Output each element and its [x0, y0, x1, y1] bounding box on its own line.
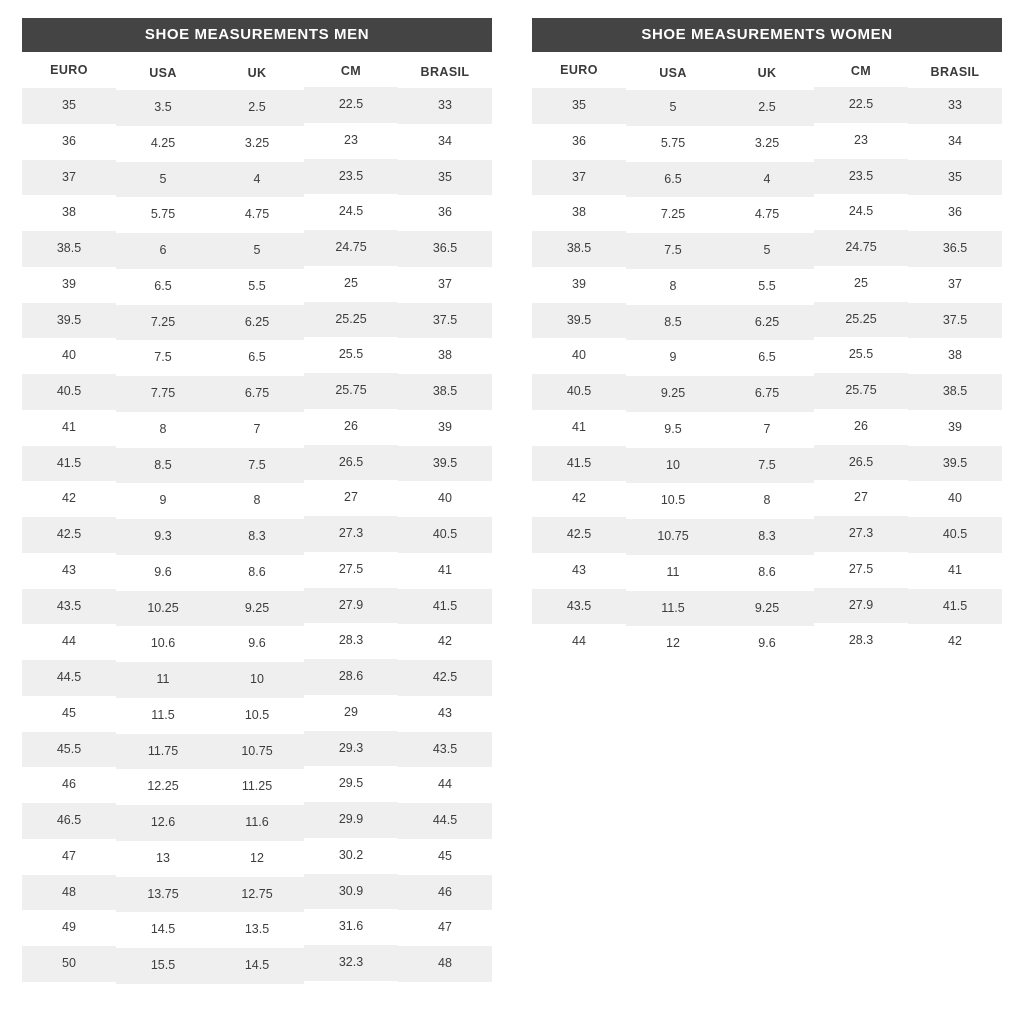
women-cell-cm: 27.5 [814, 552, 908, 588]
table-row [532, 374, 1002, 410]
women-cell-brasil: 40.5 [908, 517, 1002, 553]
men-cell-cm: 22.5 [304, 87, 398, 123]
men-cell-usa: 14.5 [116, 912, 210, 948]
men-header-row [22, 52, 492, 88]
table-row [22, 374, 492, 410]
men-cell-uk: 6.25 [210, 305, 304, 341]
men-cell-usa: 5 [116, 162, 210, 198]
women-cell-usa: 8 [626, 269, 720, 305]
men-cell-usa: 12.25 [116, 769, 210, 805]
men-cell-uk: 3.25 [210, 126, 304, 162]
women-cell-euro: 36 [532, 124, 626, 160]
men-cell-brasil: 45 [398, 839, 492, 875]
men-cell-brasil: 47 [398, 910, 492, 946]
men-cell-euro: 40.5 [22, 374, 116, 410]
table-row [22, 696, 492, 732]
women-cell-brasil: 39.5 [908, 446, 1002, 482]
women-cell-usa: 10 [626, 448, 720, 484]
men-cell-cm: 27.5 [304, 552, 398, 588]
women-cell-brasil: 36.5 [908, 231, 1002, 267]
women-cell-euro: 35 [532, 88, 626, 124]
women-cell-euro: 39.5 [532, 303, 626, 339]
women-table-body [532, 88, 1002, 660]
men-column-header-cm: CM [304, 53, 398, 89]
men-cell-uk: 8 [210, 483, 304, 519]
women-cell-euro: 42 [532, 481, 626, 517]
women-cell-cm: 26 [814, 409, 908, 445]
men-size-table-wrapper [22, 18, 492, 982]
men-cell-euro: 39.5 [22, 303, 116, 339]
men-cell-euro: 49 [22, 910, 116, 946]
men-column-header-euro: EURO [22, 52, 116, 88]
men-cell-uk: 5 [210, 233, 304, 269]
men-cell-uk: 6.5 [210, 340, 304, 376]
men-cell-brasil: 42 [398, 624, 492, 660]
women-cell-usa: 10.75 [626, 519, 720, 555]
men-cell-cm: 25.5 [304, 337, 398, 373]
men-cell-brasil: 35 [398, 160, 492, 196]
women-cell-uk: 4.75 [720, 197, 814, 233]
men-cell-brasil: 44.5 [398, 803, 492, 839]
men-cell-cm: 23 [304, 123, 398, 159]
men-cell-brasil: 40 [398, 481, 492, 517]
women-cell-cm: 27.3 [814, 516, 908, 552]
women-size-table [532, 52, 1002, 660]
men-cell-brasil: 44 [398, 767, 492, 803]
women-cell-cm: 22.5 [814, 87, 908, 123]
men-cell-usa: 10.25 [116, 591, 210, 627]
men-cell-uk: 8.3 [210, 519, 304, 555]
men-cell-brasil: 39 [398, 410, 492, 446]
table-row [22, 732, 492, 768]
table-row [22, 910, 492, 946]
men-cell-euro: 45 [22, 696, 116, 732]
women-cell-euro: 40.5 [532, 374, 626, 410]
men-cell-uk: 11.6 [210, 805, 304, 841]
men-cell-cm: 32.3 [304, 945, 398, 981]
men-cell-cm: 29 [304, 695, 398, 731]
women-cell-uk: 7.5 [720, 448, 814, 484]
women-cell-uk: 3.25 [720, 126, 814, 162]
men-cell-uk: 4 [210, 162, 304, 198]
table-row [22, 338, 492, 374]
men-cell-uk: 10 [210, 662, 304, 698]
men-cell-euro: 38 [22, 195, 116, 231]
women-cell-brasil: 35 [908, 160, 1002, 196]
women-cell-euro: 39 [532, 267, 626, 303]
women-cell-uk: 9.25 [720, 591, 814, 627]
women-cell-brasil: 38.5 [908, 374, 1002, 410]
men-cell-euro: 46.5 [22, 803, 116, 839]
men-cell-brasil: 39.5 [398, 446, 492, 482]
women-cell-uk: 9.6 [720, 626, 814, 662]
table-row [22, 195, 492, 231]
table-row [22, 767, 492, 803]
women-cell-euro: 41 [532, 410, 626, 446]
women-cell-euro: 43 [532, 553, 626, 589]
women-cell-uk: 5.5 [720, 269, 814, 305]
men-column-header-usa: USA [116, 55, 210, 91]
men-cell-usa: 5.75 [116, 197, 210, 233]
table-row [22, 124, 492, 160]
women-cell-cm: 26.5 [814, 445, 908, 481]
women-cell-usa: 9 [626, 340, 720, 376]
women-cell-uk: 6.75 [720, 376, 814, 412]
men-cell-euro: 35 [22, 88, 116, 124]
men-cell-cm: 24.5 [304, 194, 398, 230]
women-cell-uk: 6.5 [720, 340, 814, 376]
women-cell-usa: 8.5 [626, 305, 720, 341]
men-cell-euro: 46 [22, 767, 116, 803]
women-cell-uk: 7 [720, 412, 814, 448]
women-cell-uk: 6.25 [720, 305, 814, 341]
women-table-head [532, 52, 1002, 88]
men-cell-brasil: 38 [398, 338, 492, 374]
men-cell-euro: 38.5 [22, 231, 116, 267]
men-cell-uk: 10.75 [210, 734, 304, 770]
men-cell-brasil: 46 [398, 875, 492, 911]
men-cell-cm: 26.5 [304, 445, 398, 481]
women-cell-cm: 27 [814, 480, 908, 516]
men-cell-cm: 23.5 [304, 159, 398, 195]
women-column-header-euro: EURO [532, 52, 626, 88]
men-cell-euro: 42 [22, 481, 116, 517]
women-cell-euro: 38 [532, 195, 626, 231]
men-cell-cm: 27 [304, 480, 398, 516]
men-cell-uk: 7.5 [210, 448, 304, 484]
men-cell-usa: 11.5 [116, 698, 210, 734]
table-row [22, 446, 492, 482]
women-cell-uk: 2.5 [720, 90, 814, 126]
table-row [532, 481, 1002, 517]
women-cell-cm: 28.3 [814, 623, 908, 659]
table-row [22, 839, 492, 875]
women-cell-uk: 8.3 [720, 519, 814, 555]
women-cell-brasil: 37.5 [908, 303, 1002, 339]
men-cell-uk: 10.5 [210, 698, 304, 734]
men-cell-cm: 27.9 [304, 588, 398, 624]
men-cell-cm: 28.6 [304, 659, 398, 695]
men-cell-usa: 8 [116, 412, 210, 448]
women-cell-brasil: 40 [908, 481, 1002, 517]
women-cell-usa: 10.5 [626, 483, 720, 519]
women-size-table-wrapper [532, 18, 1002, 660]
women-column-header-brasil: BRASIL [908, 54, 1002, 90]
men-cell-cm: 27.3 [304, 516, 398, 552]
men-cell-cm: 29.3 [304, 731, 398, 767]
men-cell-usa: 10.6 [116, 626, 210, 662]
women-cell-brasil: 33 [908, 88, 1002, 124]
men-size-table [22, 52, 492, 982]
men-cell-usa: 7.25 [116, 305, 210, 341]
table-row [22, 803, 492, 839]
table-row [532, 517, 1002, 553]
men-cell-brasil: 33 [398, 88, 492, 124]
women-cell-uk: 5 [720, 233, 814, 269]
men-cell-cm: 31.6 [304, 909, 398, 945]
men-cell-usa: 4.25 [116, 126, 210, 162]
men-table-title: SHOE MEASUREMENTS MEN [22, 18, 492, 52]
men-cell-usa: 3.5 [116, 90, 210, 126]
women-cell-cm: 25 [814, 266, 908, 302]
women-cell-usa: 7.5 [626, 233, 720, 269]
men-cell-uk: 11.25 [210, 769, 304, 805]
men-cell-cm: 30.9 [304, 874, 398, 910]
men-cell-euro: 43 [22, 553, 116, 589]
men-cell-usa: 15.5 [116, 948, 210, 984]
women-cell-brasil: 41.5 [908, 589, 1002, 625]
men-cell-usa: 6 [116, 233, 210, 269]
table-row [22, 267, 492, 303]
table-row [22, 517, 492, 553]
men-cell-uk: 6.75 [210, 376, 304, 412]
men-cell-cm: 25.25 [304, 302, 398, 338]
women-cell-cm: 25.5 [814, 337, 908, 373]
women-table-title: SHOE MEASUREMENTS WOMEN [532, 18, 1002, 52]
men-cell-euro: 37 [22, 160, 116, 196]
men-cell-uk: 2.5 [210, 90, 304, 126]
men-cell-euro: 44 [22, 624, 116, 660]
table-row [22, 624, 492, 660]
men-cell-euro: 39 [22, 267, 116, 303]
table-row [532, 267, 1002, 303]
women-cell-euro: 38.5 [532, 231, 626, 267]
men-cell-usa: 6.5 [116, 269, 210, 305]
men-cell-uk: 5.5 [210, 269, 304, 305]
women-cell-usa: 5.75 [626, 126, 720, 162]
table-row [22, 481, 492, 517]
men-cell-uk: 13.5 [210, 912, 304, 948]
women-cell-brasil: 38 [908, 338, 1002, 374]
men-cell-uk: 7 [210, 412, 304, 448]
men-cell-usa: 13.75 [116, 877, 210, 913]
men-cell-euro: 41 [22, 410, 116, 446]
men-cell-brasil: 43 [398, 696, 492, 732]
men-cell-euro: 43.5 [22, 589, 116, 625]
men-cell-brasil: 37.5 [398, 303, 492, 339]
men-cell-brasil: 42.5 [398, 660, 492, 696]
men-cell-brasil: 48 [398, 946, 492, 982]
men-cell-usa: 11.75 [116, 734, 210, 770]
table-row [532, 338, 1002, 374]
men-cell-brasil: 37 [398, 267, 492, 303]
men-cell-euro: 41.5 [22, 446, 116, 482]
women-cell-usa: 11 [626, 555, 720, 591]
men-cell-brasil: 38.5 [398, 374, 492, 410]
women-cell-uk: 8.6 [720, 555, 814, 591]
men-cell-euro: 36 [22, 124, 116, 160]
men-cell-usa: 9.3 [116, 519, 210, 555]
table-row [532, 231, 1002, 267]
table-row [532, 589, 1002, 625]
women-cell-brasil: 36 [908, 195, 1002, 231]
women-header-row [532, 52, 1002, 88]
women-cell-cm: 24.75 [814, 230, 908, 266]
women-cell-euro: 44 [532, 624, 626, 660]
women-cell-brasil: 37 [908, 267, 1002, 303]
men-cell-uk: 9.6 [210, 626, 304, 662]
men-cell-brasil: 40.5 [398, 517, 492, 553]
women-cell-uk: 8 [720, 483, 814, 519]
men-cell-usa: 9.6 [116, 555, 210, 591]
women-cell-euro: 41.5 [532, 446, 626, 482]
women-column-header-uk: UK [720, 55, 814, 91]
women-cell-euro: 43.5 [532, 589, 626, 625]
men-cell-uk: 8.6 [210, 555, 304, 591]
women-cell-euro: 37 [532, 160, 626, 196]
men-cell-usa: 9 [116, 483, 210, 519]
women-cell-usa: 12 [626, 626, 720, 662]
men-cell-brasil: 43.5 [398, 732, 492, 768]
table-row [22, 231, 492, 267]
table-row [532, 88, 1002, 124]
table-row [22, 553, 492, 589]
women-cell-usa: 5 [626, 90, 720, 126]
women-cell-usa: 9.25 [626, 376, 720, 412]
table-row [532, 410, 1002, 446]
women-cell-brasil: 42 [908, 624, 1002, 660]
men-cell-euro: 50 [22, 946, 116, 982]
women-cell-cm: 23.5 [814, 159, 908, 195]
women-cell-cm: 23 [814, 123, 908, 159]
women-cell-euro: 42.5 [532, 517, 626, 553]
table-row [532, 195, 1002, 231]
men-cell-uk: 4.75 [210, 197, 304, 233]
men-cell-usa: 12.6 [116, 805, 210, 841]
men-cell-euro: 48 [22, 875, 116, 911]
men-cell-cm: 25.75 [304, 373, 398, 409]
men-cell-euro: 44.5 [22, 660, 116, 696]
men-cell-euro: 45.5 [22, 732, 116, 768]
table-row [22, 660, 492, 696]
men-column-header-uk: UK [210, 55, 304, 91]
men-cell-euro: 42.5 [22, 517, 116, 553]
women-column-header-cm: CM [814, 53, 908, 89]
women-cell-brasil: 41 [908, 553, 1002, 589]
men-table-body [22, 88, 492, 982]
men-column-header-brasil: BRASIL [398, 54, 492, 90]
men-cell-cm: 30.2 [304, 838, 398, 874]
men-cell-brasil: 34 [398, 124, 492, 160]
women-cell-cm: 25.75 [814, 373, 908, 409]
men-cell-euro: 47 [22, 839, 116, 875]
men-cell-brasil: 36.5 [398, 231, 492, 267]
women-cell-brasil: 39 [908, 410, 1002, 446]
men-cell-cm: 29.9 [304, 802, 398, 838]
men-cell-uk: 14.5 [210, 948, 304, 984]
table-row [22, 410, 492, 446]
men-cell-usa: 13 [116, 841, 210, 877]
men-cell-usa: 8.5 [116, 448, 210, 484]
women-cell-usa: 6.5 [626, 162, 720, 198]
men-cell-cm: 24.75 [304, 230, 398, 266]
men-cell-usa: 7.5 [116, 340, 210, 376]
men-cell-usa: 7.75 [116, 376, 210, 412]
table-row [22, 589, 492, 625]
men-cell-uk: 9.25 [210, 591, 304, 627]
men-cell-brasil: 41.5 [398, 589, 492, 625]
men-cell-cm: 25 [304, 266, 398, 302]
women-cell-usa: 9.5 [626, 412, 720, 448]
men-cell-uk: 12.75 [210, 877, 304, 913]
table-row [22, 875, 492, 911]
men-cell-cm: 26 [304, 409, 398, 445]
women-cell-cm: 25.25 [814, 302, 908, 338]
men-cell-cm: 29.5 [304, 766, 398, 802]
women-cell-uk: 4 [720, 162, 814, 198]
table-row [22, 88, 492, 124]
women-cell-cm: 24.5 [814, 194, 908, 230]
women-cell-usa: 11.5 [626, 591, 720, 627]
men-cell-uk: 12 [210, 841, 304, 877]
table-row [22, 303, 492, 339]
men-cell-usa: 11 [116, 662, 210, 698]
women-cell-usa: 7.25 [626, 197, 720, 233]
table-row [22, 946, 492, 982]
table-row [532, 446, 1002, 482]
women-cell-euro: 40 [532, 338, 626, 374]
table-row [22, 160, 492, 196]
women-column-header-usa: USA [626, 55, 720, 91]
table-row [532, 553, 1002, 589]
table-row [532, 124, 1002, 160]
men-cell-euro: 40 [22, 338, 116, 374]
table-row [532, 624, 1002, 660]
men-cell-brasil: 36 [398, 195, 492, 231]
women-cell-brasil: 34 [908, 124, 1002, 160]
table-row [532, 303, 1002, 339]
men-cell-cm: 28.3 [304, 623, 398, 659]
men-table-head [22, 52, 492, 88]
men-cell-brasil: 41 [398, 553, 492, 589]
women-cell-cm: 27.9 [814, 588, 908, 624]
table-row [532, 160, 1002, 196]
